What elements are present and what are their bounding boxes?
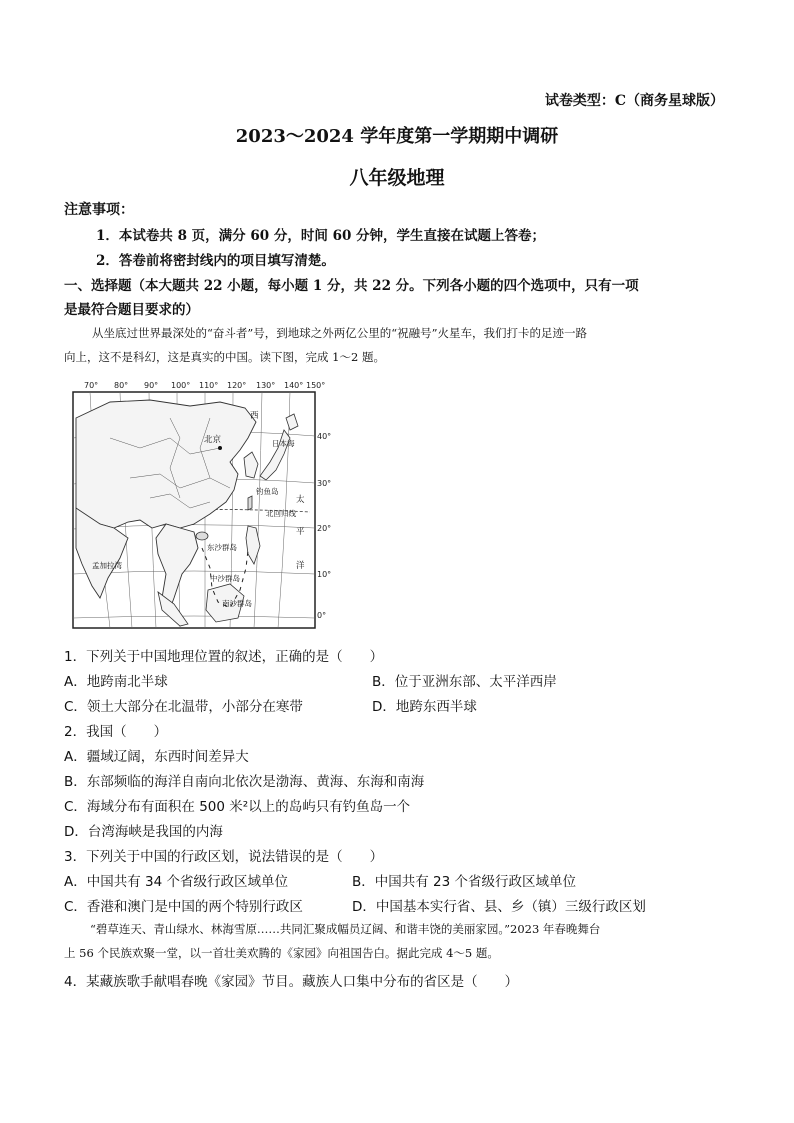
q1-option-a[interactable]: A．地跨南北半球 (64, 674, 168, 690)
lat-label-40: 40° (317, 432, 332, 441)
section1-intro-line2: 向上，这不是科幻，这是真实的中国。读下图，完成 1～2 题。 (64, 350, 385, 364)
label-zhongsha: 中沙群岛 (210, 574, 240, 583)
lat-label-20: 20° (317, 524, 332, 533)
lon-label-100: 100° (171, 381, 191, 390)
label-japan-sea: 日本海 (272, 439, 295, 448)
q3-stem: 3．下列关于中国的行政区划，说法错误的是（ ） (64, 849, 384, 865)
label-diaoyu: 钓鱼岛 (256, 487, 279, 496)
lon-label-70: 70° (84, 381, 99, 390)
q3-option-a[interactable]: A．中国共有 34 个省级行政区域单位 (64, 874, 288, 890)
lat-label-0: 0° (317, 611, 327, 620)
label-beijing: 北京 (204, 435, 222, 445)
exam-type: 试卷类型：C（商务星球版） (544, 93, 724, 109)
section1-heading-line1: 一、选择题（本大题共 22 小题，每小题 1 分，共 22 分。下列各小题的四个选项中，只有一项 (64, 278, 639, 294)
lon-label-150: 150° (306, 381, 326, 390)
lon-label-110: 110° (199, 381, 219, 390)
label-dongsha: 东沙群岛 (207, 543, 237, 552)
q4-stem: 4．某藏族歌手献唱春晚《家园》节目。藏族人口集中分布的省区是（ ） (64, 974, 519, 990)
page-title: 2023～2024 学年度第一学期期中调研 (235, 126, 559, 147)
q1-option-d[interactable]: D．地跨东西半球 (372, 699, 477, 715)
q2-option-c[interactable]: C．海域分布有面积在 500 米²以上的岛屿只有钓鱼岛一个 (64, 799, 411, 815)
label-pacific-2: 平 (296, 527, 305, 537)
q3-option-c[interactable]: C．香港和澳门是中国的两个特别行政区 (64, 899, 303, 915)
passage2-line1: “碧草连天、青山绿水、林海雪原……共同汇聚成幅员辽阔、和谐丰饶的美丽家园。”2023 年春晚舞台 (90, 922, 601, 936)
q1-option-c[interactable]: C．领土大部分在北温带，小部分在寒带 (64, 699, 303, 715)
q2-stem: 2．我国（ ） (64, 724, 168, 740)
lat-label-10: 10° (317, 570, 332, 579)
q1-stem: 1．下列关于中国地理位置的叙述，正确的是（ ） (64, 649, 384, 665)
label-pacific-1: 太 (296, 495, 305, 505)
notice-item-2: 2．答卷前将密封线内的项目填写清楚。 (96, 253, 335, 269)
notice-item-1: 1．本试卷共 8 页，满分 60 分，时间 60 分钟，学生直接在试题上答卷； (96, 228, 546, 244)
section1-heading-line2: 是最符合题目要求的） (64, 302, 199, 318)
label-nansha: 南沙群岛 (222, 599, 252, 608)
page-subtitle: 八年级地理 (349, 167, 445, 189)
q2-option-d[interactable]: D．台湾海峡是我国的内海 (64, 824, 223, 840)
lon-label-120: 120° (227, 381, 247, 390)
q1-option-b[interactable]: B．位于亚洲东部、太平洋西岸 (372, 674, 557, 690)
label-tropic: 北回归线 (266, 509, 296, 518)
label-west: 西 (250, 411, 259, 421)
section1-intro-line1: 从坐底过世界最深处的“奋斗者”号，到地球之外两亿公里的“祝融号”火星车，我们打卡的足迹一路 (92, 326, 588, 340)
q2-option-a[interactable]: A．疆域辽阔，东西时间差异大 (64, 749, 249, 765)
lon-label-90: 90° (144, 381, 159, 390)
lon-label-130: 130° (256, 381, 276, 390)
lon-label-80: 80° (114, 381, 129, 390)
notice-heading: 注意事项： (64, 202, 134, 218)
east-asia-map (70, 378, 332, 630)
label-bay-bengal: 孟加拉湾 (92, 561, 122, 570)
q3-option-b[interactable]: B．中国共有 23 个省级行政区域单位 (352, 874, 577, 890)
lat-label-30: 30° (317, 479, 332, 488)
passage2-line2: 上 56 个民族欢聚一堂，以一首壮美欢腾的《家园》向祖国告白。据此完成 4～5 题。 (64, 946, 499, 960)
q2-option-b[interactable]: B．东部频临的海洋自南向北依次是渤海、黄海、东海和南海 (64, 774, 425, 790)
label-pacific-3: 洋 (296, 561, 305, 571)
lon-label-140: 140° (284, 381, 304, 390)
q3-option-d[interactable]: D．中国基本实行省、县、乡（镇）三级行政区划 (352, 899, 646, 915)
